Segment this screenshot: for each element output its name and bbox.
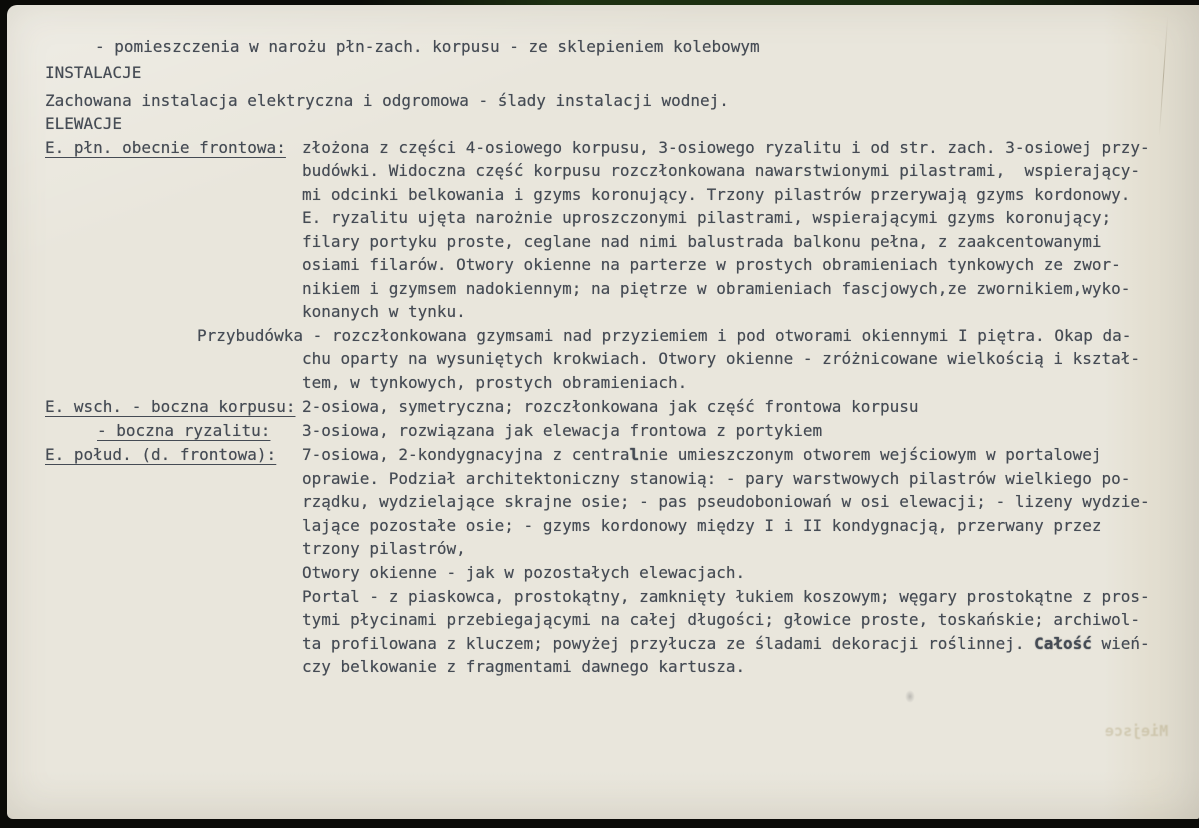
text-run: trzony pilastrów,	[302, 539, 466, 558]
text-run: Zachowana instalacja elektryczna i odgromowa - ślady instalacji wodnej.	[45, 91, 729, 110]
overstrike-text: l	[629, 445, 640, 464]
text-chunk	[302, 563, 745, 582]
text-chunk	[302, 587, 1150, 606]
text-chunk	[302, 421, 822, 440]
text-line	[0, 255, 1199, 278]
text-run: 7-osiowa, 2-kondygnacyjna z centra	[302, 445, 630, 464]
text-line	[0, 91, 1199, 114]
text-chunk	[302, 657, 745, 676]
text-line	[0, 634, 1199, 657]
bleedthrough-text: Miejsce	[1105, 722, 1169, 740]
text-chunk	[302, 161, 1140, 180]
text-run: oprawie. Podział architektoniczny stanowią: - pary warstwowych pilastrów wielkiego po-	[302, 469, 1131, 488]
text-chunk	[302, 610, 1140, 629]
text-run: ELEWACJE	[45, 114, 123, 133]
text-run: E. ryzalitu ujęta narożnie uproszczonymi pilastrami, wspierającymi gzyms koronujący;	[302, 208, 1112, 227]
text-chunk	[302, 138, 1150, 157]
text-chunk	[95, 37, 760, 56]
text-line	[0, 279, 1199, 302]
text-line	[0, 657, 1199, 680]
text-line	[0, 63, 1199, 86]
text-chunk	[302, 349, 1140, 368]
text-chunk	[197, 326, 1131, 345]
underlined-text: E. płn. obecnie frontowa:	[45, 138, 286, 157]
text-run: złożona z części 4-osiowego korpusu, 3-osiowego ryzalitu i od str. zach. 3-osiowej przy-	[302, 138, 1150, 157]
text-run: chu oparty na wysuniętych krokwiach. Otwory okienne - zróżnicowane wielkością i kształ-	[302, 349, 1141, 368]
text-run: ta profilowana z kluczem; powyżej przyłucza ze śladami dekoracji roślinnej.	[302, 634, 1035, 653]
text-line	[0, 587, 1199, 610]
text-run: - pomieszczenia w narożu płn-zach. korpusu - ze sklepieniem kolebowym	[95, 37, 760, 56]
text-chunk	[302, 232, 1102, 251]
underlined-text: E. połud. (d. frontowa):	[45, 445, 277, 464]
section-label	[45, 138, 286, 157]
text-run: Portal - z piaskowca, prostokątny, zamknięty łukiem koszowym; węgary prostokątne z pros-	[302, 587, 1150, 606]
text-run: lające pozostałe osie; - gzyms kordonowy między I i II kondygnacją, przerwany przez	[302, 516, 1102, 535]
text-chunk	[45, 114, 122, 133]
text-line	[0, 563, 1199, 586]
text-line	[0, 161, 1199, 184]
text-chunk	[302, 539, 466, 558]
text-chunk	[302, 634, 1150, 653]
text-line	[0, 469, 1199, 492]
text-chunk	[302, 516, 1102, 535]
text-run: 3-osiowa, rozwiązana jak elewacja frontowa z portykiem	[302, 421, 823, 440]
text-line	[0, 445, 1199, 468]
text-line	[0, 326, 1199, 349]
text-line	[0, 349, 1199, 372]
text-chunk	[302, 373, 687, 392]
underlined-text: - boczna ryzalitu:	[97, 421, 271, 440]
text-chunk	[302, 492, 1150, 511]
text-chunk	[302, 208, 1111, 227]
underlined-text: E. wsch. - boczna korpusu:	[45, 397, 296, 416]
text-run: Przybudówka - rozczłonkowana gzymsami nad przyziemiem i pod otworami okiennymi I piętra. Okap da-	[197, 326, 1132, 345]
text-chunk	[302, 469, 1130, 488]
text-run: nie umieszczonym otworem wejściowym w portalowej	[639, 445, 1102, 464]
text-chunk	[302, 397, 919, 416]
text-run: INSTALACJE	[45, 63, 142, 82]
text-line	[0, 421, 1199, 444]
text-run: wień-	[1091, 634, 1150, 653]
text-line	[0, 373, 1199, 396]
text-line	[0, 232, 1199, 255]
text-chunk	[45, 91, 729, 110]
overstrike-text: Całość	[1034, 634, 1092, 653]
text-chunk	[302, 255, 1121, 274]
text-line	[0, 516, 1199, 539]
text-line	[0, 539, 1199, 562]
text-line	[0, 208, 1199, 231]
text-run: tem, w tynkowych, prostych obramieniach.	[302, 373, 688, 392]
text-chunk	[302, 185, 1130, 204]
text-chunk	[302, 279, 1130, 298]
section-label	[97, 421, 270, 440]
text-run: rządku, wydzielające skrajne osie; - pas pseudoboniowań w osi elewacji; - lizeny wydzie-	[302, 492, 1150, 511]
text-run: osiami filarów. Otwory okienne na parterze w prostych obramieniach tynkowych ze zwor-	[302, 255, 1121, 274]
text-line	[0, 302, 1199, 325]
text-chunk	[302, 302, 466, 321]
text-run: konanych w tynku.	[302, 302, 466, 321]
text-line	[0, 492, 1199, 515]
section-label	[45, 397, 295, 416]
text-run: tymi płycinami przebiegającymi na całej długości; głowice proste, toskańskie; archiwol-	[302, 610, 1141, 629]
text-run: 2-osiowa, symetryczna; rozczłonkowana jak część frontowa korpusu	[302, 397, 919, 416]
text-line	[0, 185, 1199, 208]
text-run: filary portyku proste, ceglane nad nimi balustrada balkonu pełna, z zaakcentowanymi	[302, 232, 1102, 251]
text-line	[0, 610, 1199, 633]
text-run: budówki. Widoczna część korpusu rozczłonkowana nawarstwionymi pilastrami, wspierający-	[302, 161, 1141, 180]
text-run: mi odcinki belkowania i gzyms koronujący. Trzony pilastrów przerywają gzyms kordonowy.	[302, 185, 1131, 204]
text-line	[0, 397, 1199, 420]
text-run: nikiem i gzymsem nadokiennym; na piętrze w obramieniach fascjowych,ze zwornikiem,wyko-	[302, 279, 1131, 298]
text-run: czy belkowanie z fragmentami dawnego kartusza.	[302, 657, 746, 676]
text-line	[0, 138, 1199, 161]
text-chunk	[45, 63, 141, 82]
text-line	[0, 37, 1199, 60]
text-run: Otwory okienne - jak w pozostałych elewacjach.	[302, 563, 746, 582]
text-chunk	[302, 445, 1102, 464]
text-line	[0, 114, 1199, 137]
section-label	[45, 445, 276, 464]
